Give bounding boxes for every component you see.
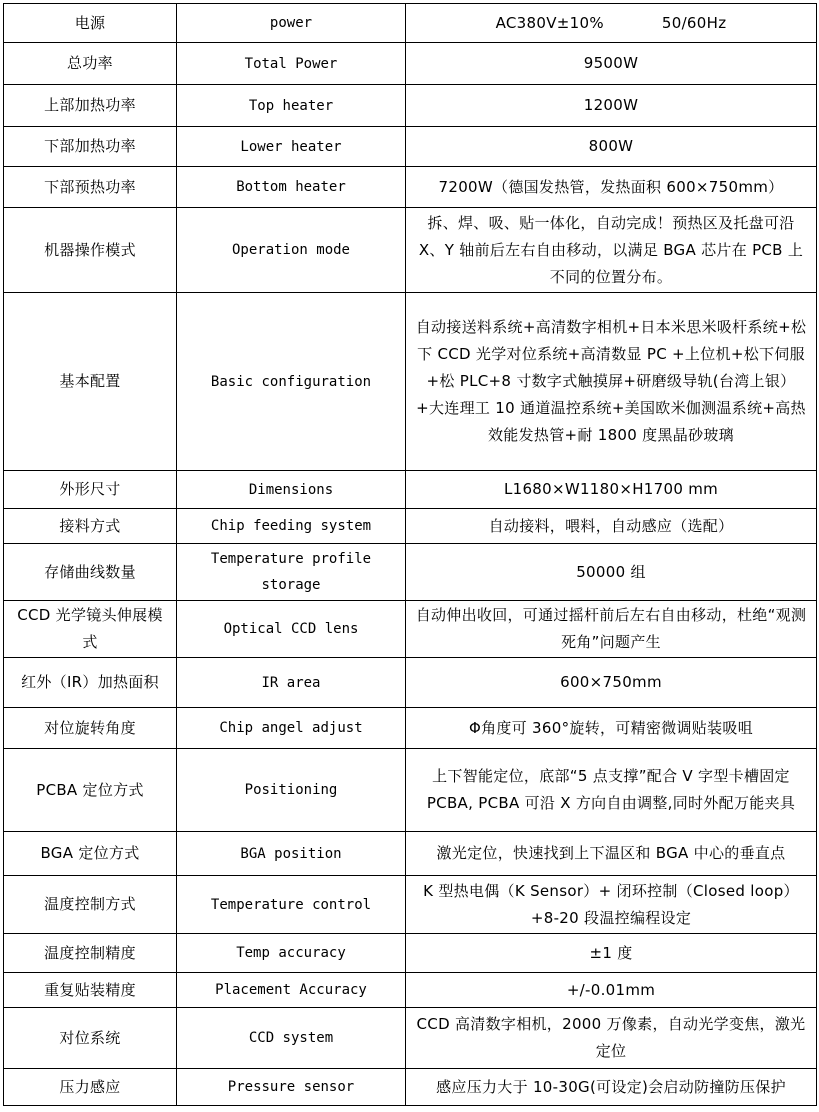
row-label-cn: BGA 定位方式	[4, 832, 177, 876]
row-label-en: Basic configuration	[177, 293, 406, 471]
row-value: ±1 度	[406, 934, 817, 973]
row-value: 9500W	[406, 43, 817, 85]
row-label-en: Placement Accuracy	[177, 973, 406, 1008]
row-label-en: Chip angel adjust	[177, 708, 406, 749]
table-row	[4, 43, 817, 85]
table-row	[4, 4, 817, 43]
row-value: 7200W（德国发热管，发热面积 600×750mm）	[406, 167, 817, 208]
table-row	[4, 934, 817, 973]
row-label-cn: PCBA 定位方式	[4, 749, 177, 832]
frequency-value: 50/60Hz	[661, 13, 727, 32]
row-label-cn: CCD 光学镜头伸展模式	[4, 601, 177, 658]
spec-table	[3, 3, 817, 1106]
row-label-cn: 压力感应	[4, 1069, 177, 1106]
row-label-cn: 对位旋转角度	[4, 708, 177, 749]
row-value: L1680×W1180×H1700 mm	[406, 471, 817, 509]
row-value: Φ角度可 360°旋转，可精密微调贴装吸咀	[406, 708, 817, 749]
row-label-cn: 机器操作模式	[4, 208, 177, 293]
table-row	[4, 658, 817, 708]
row-label-en: Chip feeding system	[177, 509, 406, 544]
table-row	[4, 208, 817, 293]
table-row	[4, 832, 817, 876]
row-label-cn: 基本配置	[4, 293, 177, 471]
row-label-en: Bottom heater	[177, 167, 406, 208]
row-label-en: Optical CCD lens	[177, 601, 406, 658]
table-row	[4, 876, 817, 934]
row-label-en: CCD system	[177, 1008, 406, 1069]
table-row	[4, 1008, 817, 1069]
row-value: +/-0.01mm	[406, 973, 817, 1008]
row-value: 50000 组	[406, 544, 817, 601]
row-value: 1200W	[406, 85, 817, 127]
row-value: K 型热电偶（K Sensor）+ 闭环控制（Closed loop）+8-20 段温控编程设定	[406, 876, 817, 934]
table-row	[4, 544, 817, 601]
row-label-en: Total Power	[177, 43, 406, 85]
row-value: 自动接送料系统+高清数字相机+日本米思米吸杆系统+松下 CCD 光学对位系统+高清数显 PC +上位机+松下伺服+松 PLC+8 寸数字式触摸屏+研磨级导轨(台湾上银）+大连理工 10 通道温控系统+美国欧米伽测温系统+高热效能发热管+耐 1800 度黑晶砂玻璃	[406, 293, 817, 471]
row-value: 600×750mm	[406, 658, 817, 708]
row-label-en: Pressure sensor	[177, 1069, 406, 1106]
row-label-cn: 存储曲线数量	[4, 544, 177, 601]
row-label-en: BGA position	[177, 832, 406, 876]
table-row	[4, 749, 817, 832]
row-label-cn: 总功率	[4, 43, 177, 85]
row-label-en: Temperature control	[177, 876, 406, 934]
row-label-cn: 下部预热功率	[4, 167, 177, 208]
row-label-en: Operation mode	[177, 208, 406, 293]
row-label-cn: 温度控制方式	[4, 876, 177, 934]
row-label-cn: 红外（IR）加热面积	[4, 658, 177, 708]
table-row	[4, 293, 817, 471]
row-label-cn: 外形尺寸	[4, 471, 177, 509]
row-label-cn: 重复贴装精度	[4, 973, 177, 1008]
row-value: CCD 高清数字相机，2000 万像素，自动光学变焦，激光定位	[406, 1008, 817, 1069]
row-label-cn: 温度控制精度	[4, 934, 177, 973]
row-label-en: IR area	[177, 658, 406, 708]
row-value: 自动接料，喂料，自动感应（选配）	[406, 509, 817, 544]
row-label-cn: 接料方式	[4, 509, 177, 544]
table-row	[4, 167, 817, 208]
table-row	[4, 973, 817, 1008]
table-row	[4, 708, 817, 749]
row-label-en: Temperature profile storage	[177, 544, 406, 601]
table-row	[4, 127, 817, 167]
row-label-en: Positioning	[177, 749, 406, 832]
row-label-cn: 上部加热功率	[4, 85, 177, 127]
row-label-cn: 电源	[4, 4, 177, 43]
table-row	[4, 471, 817, 509]
table-row	[4, 601, 817, 658]
voltage-value: AC380V±10%	[495, 13, 604, 32]
row-value	[406, 4, 817, 43]
row-label-en: Top heater	[177, 85, 406, 127]
row-label-en: Lower heater	[177, 127, 406, 167]
row-label-cn: 下部加热功率	[4, 127, 177, 167]
row-value: 自动伸出收回，可通过摇杆前后左右自由移动，杜绝“观测死角”问题产生	[406, 601, 817, 658]
row-value: 感应压力大于 10-30G(可设定)会启动防撞防压保护	[406, 1069, 817, 1106]
row-value: 拆、焊、吸、贴一体化，自动完成！预热区及托盘可沿 X、Y 轴前后左右自由移动，以满足 BGA 芯片在 PCB 上不同的位置分布。	[406, 208, 817, 293]
row-label-cn: 对位系统	[4, 1008, 177, 1069]
table-row	[4, 85, 817, 127]
row-label-en: Dimensions	[177, 471, 406, 509]
row-label-en: Temp accuracy	[177, 934, 406, 973]
table-row	[4, 509, 817, 544]
row-value: 800W	[406, 127, 817, 167]
row-value: 上下智能定位，底部“5 点支撑”配合 V 字型卡槽固定 PCBA, PCBA 可沿 X 方向自由调整,同时外配万能夹具	[406, 749, 817, 832]
table-row	[4, 1069, 817, 1106]
row-label-en: power	[177, 4, 406, 43]
row-value: 激光定位，快速找到上下温区和 BGA 中心的垂直点	[406, 832, 817, 876]
